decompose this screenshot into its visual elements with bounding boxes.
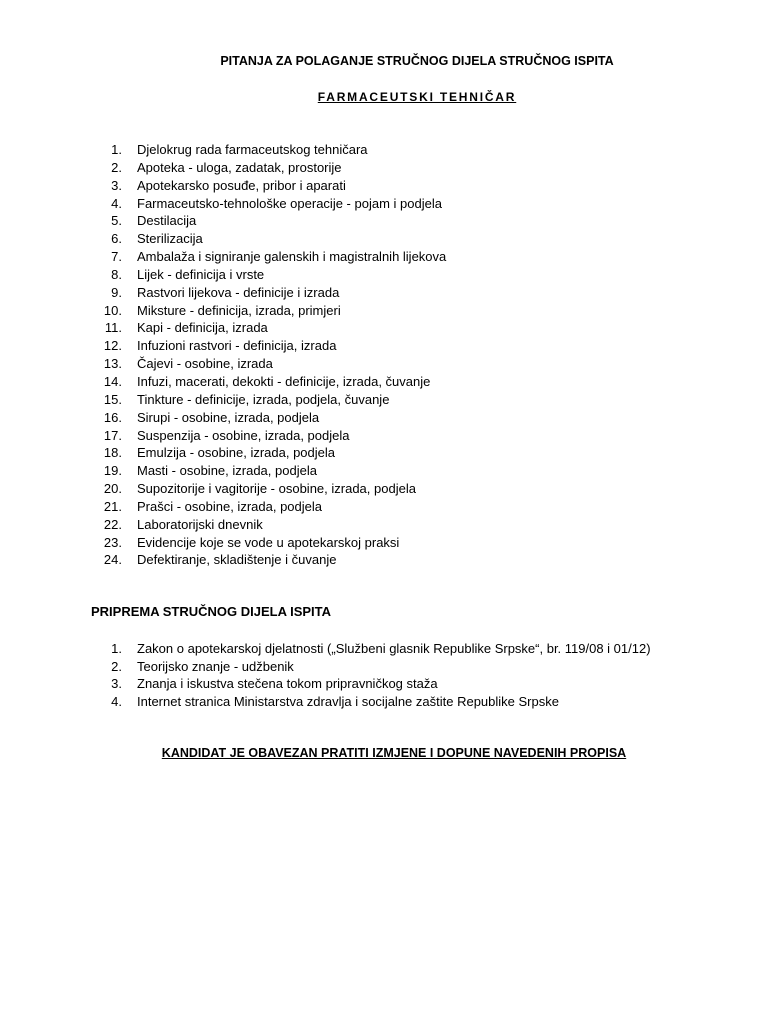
item-number: 4. (111, 195, 122, 211)
item-text: Zakon o apotekarskoj djelatnosti („Službeni glasnik Republike Srpske“, br. 119/08 i 01/12) (137, 641, 651, 656)
item-number: 11. (104, 320, 122, 336)
item-text: Apotekarsko posuđe, pribor i aparati (137, 177, 346, 193)
item-text: Miksture - definicija, izrada, primjeri (137, 302, 341, 318)
item-number: 15. (103, 391, 122, 407)
item-number: 14. (103, 373, 122, 389)
item-text: Emulzija - osobine, izrada, podjela (137, 445, 335, 461)
preparation-heading: PRIPREMA STRUČNOG DIJELA ISPITA (91, 604, 332, 619)
item-number: 1. (111, 142, 122, 157)
item-text: Kapi - definicija, izrada (137, 320, 268, 336)
item-text: Tinkture - definicije, izrada, podjela, čuvanje (137, 391, 390, 407)
list-item (0, 640, 657, 658)
item-text: Djelokrug rada farmaceutskog tehničara (137, 142, 368, 157)
item-number: 12. (103, 338, 122, 354)
item-number: 24. (103, 552, 122, 568)
item-number: 20. (103, 481, 122, 497)
list-item (0, 658, 657, 676)
item-number: 3. (111, 177, 122, 193)
item-number: 23. (103, 534, 122, 550)
item-number: 22. (103, 516, 122, 532)
item-number: 8. (111, 266, 122, 282)
item-number: 5. (111, 213, 122, 229)
notice-text: KANDIDAT JE OBAVEZAN PRATITI IZMJENE I DOPUNE NAVEDENIH PROPISA (161, 746, 627, 760)
item-number: 10. (103, 302, 122, 318)
item-number: 18. (103, 445, 122, 461)
list-item (0, 675, 657, 693)
item-text: Infuzi, macerati, dekokti - definicije, izrada, čuvanje (137, 373, 431, 389)
item-text: Lijek - definicija i vrste (137, 266, 265, 282)
item-number: 16. (103, 409, 122, 425)
list-item (0, 693, 657, 711)
item-text: Prašci - osobine, izrada, podjela (137, 498, 322, 514)
item-number: 1. (111, 641, 122, 656)
item-number: 21. (103, 498, 122, 514)
item-text: Supozitorije i vagitorije - osobine, izrada, podjela (137, 481, 416, 497)
item-text: Evidencije koje se vode u apotekarskoj praksi (137, 534, 400, 550)
item-number: 3. (111, 676, 122, 691)
item-number: 13. (103, 356, 122, 372)
item-text: Teorijsko znanje - udžbenik (137, 658, 294, 674)
item-text: Apoteka - uloga, zadatak, prostorije (137, 159, 342, 175)
preparation-list (0, 640, 657, 710)
item-number: 17. (103, 427, 122, 443)
item-text: Defektiranje, skladištenje i čuvanje (137, 552, 337, 568)
item-text: Znanja i iskustva stečena tokom pripravničkog staža (137, 676, 438, 691)
item-number: 2. (111, 159, 122, 175)
item-number: 6. (111, 231, 122, 247)
item-number: 2. (111, 658, 122, 674)
item-text: Masti - osobine, izrada, podjela (137, 463, 317, 479)
item-text: Internet stranica Ministarstva zdravlja i socijalne zaštite Republike Srpske (137, 693, 559, 709)
item-text: Laboratorijski dnevnik (137, 516, 263, 532)
item-text: Suspenzija - osobine, izrada, podjela (137, 427, 350, 443)
item-number: 19. (103, 463, 122, 479)
item-text: Infuzioni rastvori - definicija, izrada (137, 338, 337, 354)
document-subtitle: FARMACEUTSKI TEHNIČAR (317, 90, 517, 104)
item-number: 7. (111, 249, 122, 265)
item-text: Ambalaža i signiranje galenskih i magistralnih lijekova (137, 249, 447, 265)
item-text: Destilacija (137, 213, 197, 229)
item-text: Sirupi - osobine, izrada, podjela (137, 409, 320, 425)
item-number: 4. (111, 693, 122, 709)
item-number: 9. (111, 284, 122, 300)
item-text: Rastvori lijekova - definicije i izrada (137, 284, 340, 300)
item-text: Farmaceutsko-tehnološke operacije - pojam i podjela (137, 195, 442, 211)
item-text: Čajevi - osobine, izrada (137, 356, 273, 372)
document-title: PITANJA ZA POLAGANJE STRUČNOG DIJELA STRUČNOG ISPITA (220, 54, 614, 68)
item-text: Sterilizacija (137, 231, 203, 247)
